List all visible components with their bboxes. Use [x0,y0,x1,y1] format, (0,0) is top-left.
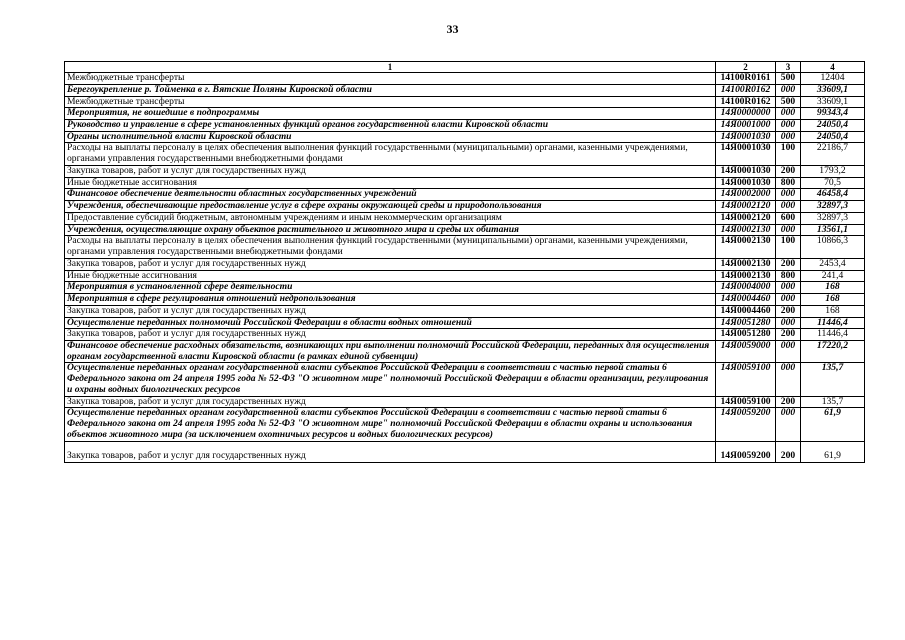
row-name-cell: Финансовое обеспечение расходных обязательств, возникающих при выполнении полномочий Российской Федерации, переданных для осуществления органам государственной власти Кировской области (в рамках единой субвенции) [65,340,716,362]
row-amount-cell: 1793,2 [801,165,865,177]
table-row [65,282,865,294]
row-code-cell: 14100R0162 [716,96,776,108]
table-row [65,441,865,462]
row-expense-type-cell: 000 [776,340,801,362]
table-row [65,363,865,396]
row-amount-cell: 2453,4 [801,258,865,270]
row-expense-type-cell: 200 [776,305,801,317]
row-amount-cell: 168 [801,294,865,306]
table-row [65,224,865,236]
row-code-cell: 14Я0002130 [716,258,776,270]
row-code-cell: 14Я0002120 [716,212,776,224]
row-name-cell: Межбюджетные трансферты [65,73,716,85]
table-row [65,177,865,189]
row-code-cell: 14100R0162 [716,84,776,96]
row-code-cell: 14Я0059100 [716,396,776,408]
table-row [65,108,865,120]
row-amount-cell: 13561,1 [801,224,865,236]
row-expense-type-cell: 800 [776,270,801,282]
row-name-cell: Берегоукрепление р. Тойменка в г. Вятские Поляны Кировской области [65,84,716,96]
table-row [65,270,865,282]
row-code-cell: 14Я0059200 [716,408,776,441]
row-name-cell: Иные бюджетные ассигнования [65,270,716,282]
row-expense-type-cell: 200 [776,329,801,341]
row-expense-type-cell: 000 [776,408,801,441]
row-expense-type-cell: 600 [776,212,801,224]
row-name-cell: Осуществление переданных органам государственной власти субъектов Российской Федерации в соответствии с частью первой статьи 6 Федерального закона от 24 апреля 1995 года № 52-ФЗ "О животном мире" полномочий Российской Федерации в области организации, регулирования и охраны водных биологических ресурсов [65,363,716,396]
row-code-cell: 14Я0001030 [716,143,776,165]
row-amount-cell: 11446,4 [801,329,865,341]
row-code-cell: 14Я0001030 [716,165,776,177]
row-amount-cell: 11446,4 [801,317,865,329]
row-code-cell: 14Я0051280 [716,317,776,329]
row-expense-type-cell: 000 [776,131,801,143]
row-amount-cell: 32897,3 [801,212,865,224]
row-name-cell: Межбюджетные трансферты [65,96,716,108]
row-amount-cell: 61,9 [801,408,865,441]
row-amount-cell: 10866,3 [801,236,865,258]
row-name-cell: Закупка товаров, работ и услуг для государственных нужд [65,305,716,317]
row-code-cell: 14Я0002130 [716,236,776,258]
table-row [65,201,865,213]
table-row [65,294,865,306]
table-row [65,96,865,108]
column-header: 2 [716,62,776,73]
table-body [65,73,865,463]
row-code-cell: 14Я0051280 [716,329,776,341]
row-expense-type-cell: 000 [776,363,801,396]
row-expense-type-cell: 100 [776,236,801,258]
row-amount-cell: 135,7 [801,363,865,396]
row-name-cell: Мероприятия в сфере регулирования отношений недропользования [65,294,716,306]
row-code-cell: 14Я0004460 [716,305,776,317]
column-header: 3 [776,62,801,73]
row-amount-cell: 22186,7 [801,143,865,165]
table-row [65,408,865,441]
row-amount-cell: 241,4 [801,270,865,282]
budget-table [64,61,865,463]
row-name-cell: Расходы на выплаты персоналу в целях обеспечения выполнения функций государственными (муниципальными) органами, казенными учреждениями, органами управления государственными внебюджетными фондами [65,236,716,258]
row-amount-cell: 168 [801,282,865,294]
row-expense-type-cell: 200 [776,258,801,270]
row-name-cell: Осуществление переданных полномочий Российской Федерации в области водных отношений [65,317,716,329]
row-code-cell: 14Я0004000 [716,282,776,294]
row-expense-type-cell: 000 [776,282,801,294]
table-header-row [65,62,865,73]
row-expense-type-cell: 800 [776,177,801,189]
table-row [65,165,865,177]
column-header: 1 [65,62,716,73]
row-expense-type-cell: 000 [776,317,801,329]
row-amount-cell: 24050,4 [801,120,865,132]
table-row [65,131,865,143]
table-row [65,258,865,270]
table-row [65,143,865,165]
row-amount-cell: 46458,4 [801,189,865,201]
row-code-cell: 14Я0059200 [716,441,776,462]
row-name-cell: Осуществление переданных органам государственной власти субъектов Российской Федерации в соответствии с частью первой статьи 6 Федерального закона от 24 апреля 1995 года № 52-ФЗ "О животном мире" полномочий Российской Федерации в области охраны и использования объектов животного мира (за исключением охотничьих ресурсов и водных биологических ресурсов) [65,408,716,441]
row-code-cell: 14Я0059000 [716,340,776,362]
table-row [65,84,865,96]
row-name-cell: Органы исполнительной власти Кировской области [65,131,716,143]
row-code-cell: 14100R0161 [716,73,776,85]
row-code-cell: 14Я0001030 [716,177,776,189]
row-expense-type-cell: 000 [776,201,801,213]
row-name-cell: Закупка товаров, работ и услуг для государственных нужд [65,165,716,177]
row-code-cell: 14Я0002000 [716,189,776,201]
row-expense-type-cell: 500 [776,73,801,85]
row-code-cell: 14Я0004460 [716,294,776,306]
row-code-cell: 14Я0002130 [716,224,776,236]
row-amount-cell: 24050,4 [801,131,865,143]
row-name-cell: Закупка товаров, работ и услуг для государственных нужд [65,329,716,341]
row-amount-cell: 17220,2 [801,340,865,362]
row-expense-type-cell: 000 [776,189,801,201]
row-name-cell: Закупка товаров, работ и услуг для государственных нужд [65,258,716,270]
page-number: 33 [446,22,459,36]
row-amount-cell: 135,7 [801,396,865,408]
row-code-cell: 14Я0000000 [716,108,776,120]
row-amount-cell: 32897,3 [801,201,865,213]
row-expense-type-cell: 000 [776,108,801,120]
row-code-cell: 14Я0001000 [716,120,776,132]
table-row [65,120,865,132]
row-expense-type-cell: 200 [776,396,801,408]
row-expense-type-cell: 000 [776,84,801,96]
row-expense-type-cell: 000 [776,224,801,236]
row-code-cell: 14Я0059100 [716,363,776,396]
table-row [65,73,865,85]
row-name-cell: Мероприятия, не вошедшие в подпрограммы [65,108,716,120]
row-name-cell: Учреждения, осуществляющие охрану объектов растительного и животного мира и среды их обитания [65,224,716,236]
row-name-cell: Предоставление субсидий бюджетным, автономным учреждениям и иным некоммерческим организациям [65,212,716,224]
table-row [65,212,865,224]
table-row [65,236,865,258]
row-amount-cell: 33609,1 [801,96,865,108]
row-amount-cell: 168 [801,305,865,317]
table-row [65,340,865,362]
row-code-cell: 14Я0002120 [716,201,776,213]
row-name-cell: Руководство и управление в сфере установленных функций органов государственной власти Кировской области [65,120,716,132]
row-name-cell: Мероприятия в установленной сфере деятельности [65,282,716,294]
row-expense-type-cell: 200 [776,441,801,462]
table-row [65,396,865,408]
row-name-cell: Закупка товаров, работ и услуг для государственных нужд [65,441,716,462]
row-expense-type-cell: 000 [776,294,801,306]
row-amount-cell: 70,5 [801,177,865,189]
row-name-cell: Расходы на выплаты персоналу в целях обеспечения выполнения функций государственными (муниципальными) органами, казенными учреждениями, органами управления государственными внебюджетными фондами [65,143,716,165]
row-amount-cell: 12404 [801,73,865,85]
row-name-cell: Финансовое обеспечение деятельности областных государственных учреждений [65,189,716,201]
row-name-cell: Закупка товаров, работ и услуг для государственных нужд [65,396,716,408]
row-name-cell: Учреждения, обеспечивающие предоставление услуг в сфере охраны окружающей среды и природопользования [65,201,716,213]
table-row [65,329,865,341]
row-amount-cell: 33609,1 [801,84,865,96]
row-amount-cell: 61,9 [801,441,865,462]
row-code-cell: 14Я0002130 [716,270,776,282]
row-expense-type-cell: 100 [776,143,801,165]
row-amount-cell: 99343,4 [801,108,865,120]
row-code-cell: 14Я0001030 [716,131,776,143]
row-expense-type-cell: 200 [776,165,801,177]
row-name-cell: Иные бюджетные ассигнования [65,177,716,189]
table-row [65,189,865,201]
table-row [65,317,865,329]
row-expense-type-cell: 500 [776,96,801,108]
column-header: 4 [801,62,865,73]
row-expense-type-cell: 000 [776,120,801,132]
table-row [65,305,865,317]
